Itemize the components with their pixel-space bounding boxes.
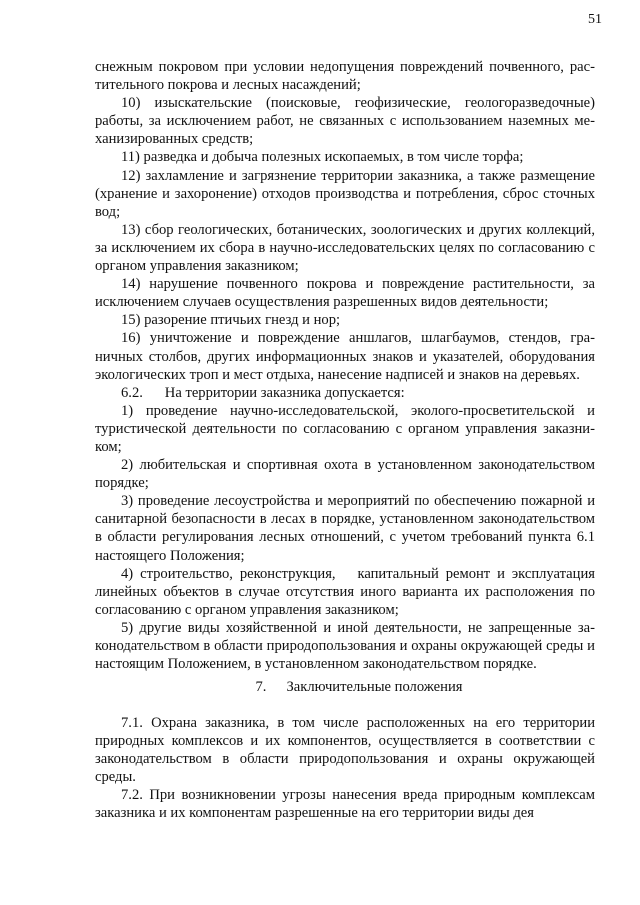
- page-number: 51: [588, 12, 602, 27]
- clause-heading: 6.2. На территории заказника допускается:: [121, 384, 405, 401]
- section-number: 7.: [255, 679, 267, 695]
- section-heading: [95, 678, 595, 696]
- paragraph: 2) любительская и спортивная охота в установленном законодательством порядке;: [95, 457, 595, 492]
- paragraph: 15) разорение птичьих гнезд и нор;: [121, 312, 341, 329]
- paragraph: 12) захламление и загрязнение территории заказника, а также размещение (хранение и захоронение) отходов производства и потребления, сброс сточных вод;: [95, 167, 595, 220]
- paragraph: 13) сбор геологических, ботанических, зоологических и других коллекций, за исключением их сбора в научно-исследовательских целях по согласованию с органом управления заказником;: [95, 221, 595, 275]
- closing-body: [95, 714, 595, 823]
- section-title: Заключительные положения: [286, 679, 463, 695]
- paragraph: 14) нарушение почвенного покрова и повреждение растительности, за исключением случаев осуществления разрешенных видов деятельности;: [95, 276, 595, 311]
- paragraph: 7.1. Охрана заказника, в том числе расположенных на его территории природных комплексов и их компонентов, осуществляется в соответствии с законодательством в области природопользования и охраны окружающей среды.: [95, 715, 595, 786]
- paragraph: 4) строительство, реконструкция, капитальный ремонт и эксплуатация линейных объектов в случае отсутствия иного варианта их расположения по согласованию с органом управления заказником;: [95, 565, 595, 618]
- paragraph: 10) изыскательские (поисковые, геофизические, геологоразведочные) работы, за исключением работ, не связанных с использованием наземных механизированных средств;: [95, 95, 595, 148]
- paragraph: 7.2. При возникновении угрозы нанесения вреда природным комплексам заказника и их компонентам разрешенные на его территории виды дея: [95, 787, 595, 822]
- paragraph: 16) уничтожение и повреждение аншлагов, шлагбаумов, стендов, граничных столбов, других информационных знаков и указателей, оборудования экологических троп и мест отдыха, нанесение надписей и знаков на деревьях.: [95, 330, 595, 383]
- paragraph: снежным покровом при условии недопущения повреждений почвенного, растительного покрова и лесных насаждений;: [95, 59, 595, 94]
- paragraph: 11) разведка и добыча полезных ископаемых, в том числе торфа;: [121, 149, 524, 166]
- paragraph: 3) проведение лесоустройства и мероприятий по обеспечению пожарной и санитарной безопасности в лесах в порядке, установленном законодательством в области регулирования лесных отношений, с учетом требований пункта 6.1 настоящего Положения;: [95, 493, 595, 564]
- paragraph: 5) другие виды хозяйственной и иной деятельности, не запрещенные законодательством в области природопользования и охраны окружающей среды и настоящим Положением, в установленном законодательством порядке.: [95, 619, 595, 673]
- document-body: [95, 58, 595, 673]
- paragraph: 1) проведение научно-исследовательской, эколого-просветительской и туристической деятельности по согласованию с органом управления заказником;: [95, 402, 595, 455]
